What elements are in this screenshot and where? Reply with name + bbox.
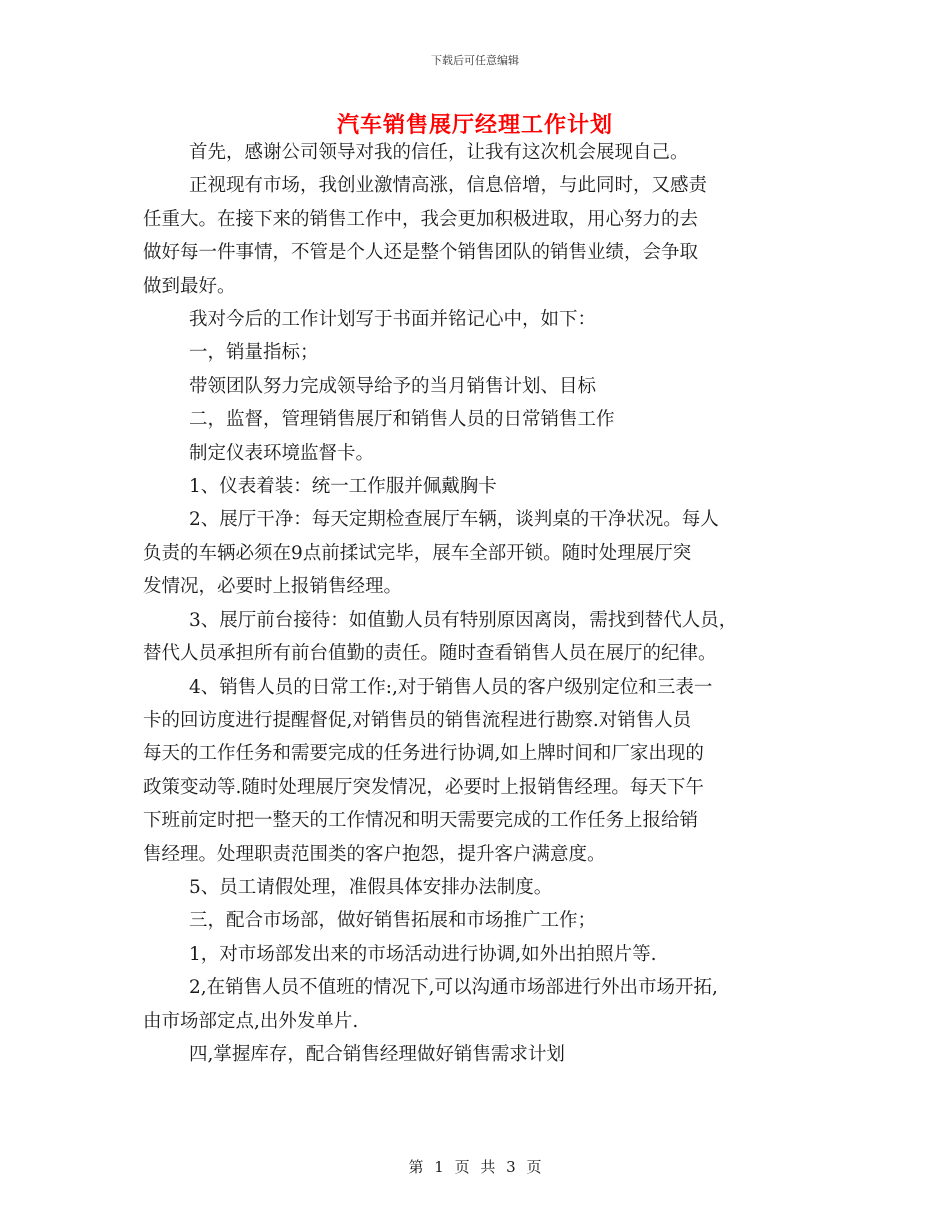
body-line: 每天的工作任务和需要完成的任务进行协调,如上牌时间和厂家出现的: [143, 743, 704, 765]
body-line: 4、销售人员的日常工作:,对于销售人员的客户级别定位和三表一: [189, 676, 713, 698]
body-line: 2、展厅干净：每天定期检查展厅车辆，谈判桌的干净状况。每人: [189, 509, 719, 531]
body-line: 由市场部定点,出外发单片.: [143, 1010, 359, 1032]
body-line: 替代人员承担所有前台值勤的责任。随时查看销售人员在展厅的纪律。: [143, 643, 717, 665]
body-line: 1，对市场部发出来的市场活动进行协调,如外出拍照片等.: [189, 943, 657, 965]
body-line: 首先，感谢公司领导对我的信任，让我有这次机会展现自己。: [189, 142, 689, 163]
body-line: 3、展厅前台接待：如值勤人员有特别原因离岗，需找到替代人员，: [189, 609, 738, 631]
body-line: 一，销量指标；: [189, 342, 319, 364]
body-line: 下班前定时把一整天的工作情况和明天需要完成的工作任务上报给销: [143, 810, 699, 832]
body-line: 5、员工请假处理，准假具体安排办法制度。: [189, 876, 553, 898]
body-line: 带领团队努力完成领导给予的当月销售计划、目标: [189, 375, 597, 397]
body-line: 任重大。在接下来的销售工作中，我会更加积极进取，用心努力的去: [143, 208, 699, 230]
document-title: 汽车销售展厅经理工作计划: [336, 112, 613, 138]
body-line: 售经理。处理职责范围类的客户抱怨，提升客户满意度。: [143, 843, 606, 865]
document-body: [143, 136, 808, 1071]
body-line: 负责的车辆必须在9点前揉试完毕，展车全部开锁。随时处理展厅突: [143, 542, 692, 564]
body-line: 发情况，必要时上报销售经理。: [143, 576, 403, 598]
body-line: 我对今后的工作计划写于书面并铭记心中，如下：: [189, 309, 597, 331]
body-line: 政策变动等.随时处理展厅突发情况，必要时上报销售经理。每天下午: [143, 776, 704, 798]
page-footer: 第 1 页 共 3 页: [408, 1158, 542, 1176]
body-line: 正视现有市场，我创业激情高涨，信息倍增，与此同时，又感责: [189, 175, 708, 197]
body-line: 二，监督，管理销售展厅和销售人员的日常销售工作: [189, 409, 615, 431]
body-line: 做到最好。: [143, 275, 236, 297]
body-line: 四,掌握库存，配合销售经理做好销售需求计划: [189, 1043, 565, 1065]
body-line: 制定仪表环境监督卡。: [189, 442, 375, 464]
body-line: 做好每一件事情，不管是个人还是整个销售团队的销售业绩，会争取: [143, 242, 699, 264]
body-line: 三，配合市场部，做好销售拓展和市场推广工作；: [189, 910, 597, 932]
header-note: 下载后可任意编辑: [431, 54, 519, 67]
body-line: 卡的回访度进行提醒督促,对销售员的销售流程进行勘察.对销售人员: [143, 709, 692, 731]
body-line: 2,在销售人员不值班的情况下,可以沟通市场部进行外出市场开拓,: [189, 977, 718, 999]
body-line: 1、仪表着装：统一工作服并佩戴胸卡: [189, 476, 497, 498]
